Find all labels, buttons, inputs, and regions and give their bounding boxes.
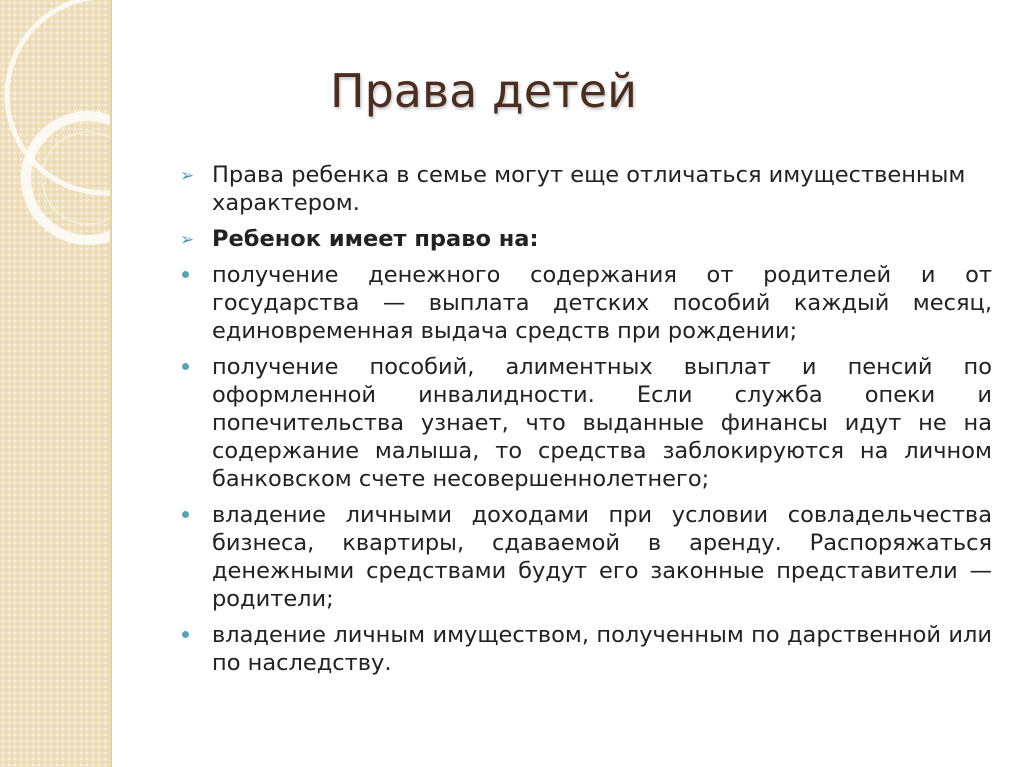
decorative-side-band — [0, 0, 110, 767]
bullet-dot-icon — [182, 363, 189, 370]
list-item — [180, 353, 992, 493]
list-item-text: получение пособий, алиментных выплат и пенсий по оформленной инвалидности. Если служба опеки и попечительства узнает, что выданные финансы идут не на содержание малыша, то средства заблокируются на личном банковском счете несовершеннолетнего; — [212, 354, 992, 492]
list-item — [180, 161, 992, 217]
list-item-text: Ребенок имеет право на: — [212, 226, 539, 252]
list-item-text: владение личными доходами при условии совладельчества бизнеса, квартиры, сдаваемой в аренду. Распоряжаться денежными средствами будут его законные представители — родители; — [212, 502, 992, 612]
slide-content — [180, 161, 992, 685]
arrow-icon: ➢ — [180, 166, 195, 186]
band-divider — [110, 0, 112, 767]
list-item-text: Права ребенка в семье могут еще отличаться имущественным характером. — [212, 162, 966, 216]
bullet-dot-icon — [182, 631, 189, 638]
bullet-dot-icon — [182, 271, 189, 278]
list-item — [180, 225, 992, 253]
decorative-rings-icon — [0, 0, 110, 767]
list-item-text: получение денежного содержания от родителей и от государства — выплата детских пособий каждый месяц, единовременная выдача средств при рождении; — [212, 262, 992, 344]
list-item — [180, 501, 992, 613]
arrow-icon: ➢ — [180, 230, 195, 250]
list-item — [180, 621, 992, 677]
slide-title: Права детей — [330, 64, 637, 118]
list-item — [180, 261, 992, 345]
list-item-text: владение личным имуществом, полученным по дарственной или по наследству. — [212, 622, 992, 676]
bullet-dot-icon — [182, 511, 189, 518]
